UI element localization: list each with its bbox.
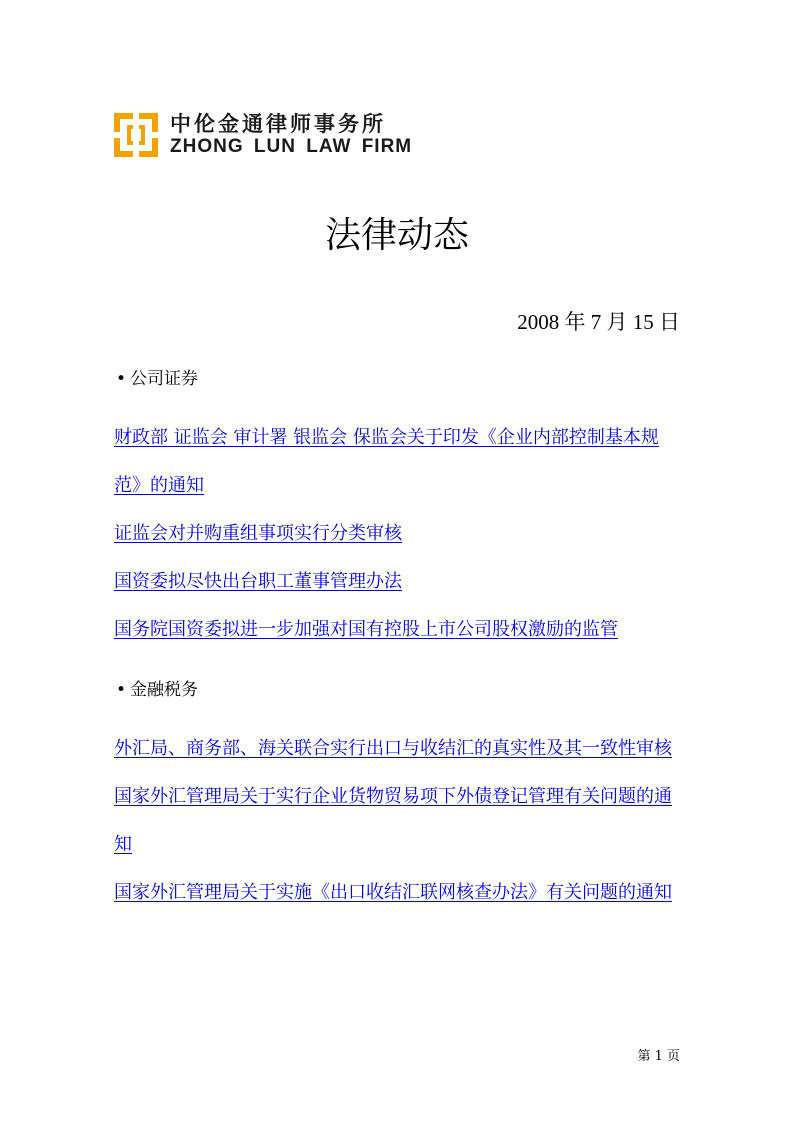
firm-name-chinese: 中伦金通律师事务所	[170, 112, 386, 136]
list-item	[114, 773, 684, 869]
news-link[interactable]: 国务院国资委拟进一步加强对国有控股上市公司股权激励的监管	[114, 619, 618, 640]
section-heading-label: 公司证券	[130, 369, 199, 389]
news-link[interactable]: 外汇局、商务部、海关联合实行出口与收结汇的真实性及其一致性审核	[114, 738, 672, 759]
bullet-icon: •	[116, 680, 127, 700]
section-heading-label: 金融税务	[130, 680, 199, 700]
page-number: 第 1 页	[637, 1049, 680, 1064]
securities-news-list	[114, 414, 684, 654]
list-item	[114, 725, 684, 773]
news-link[interactable]: 国资委拟尽快出台职工董事管理办法	[114, 571, 402, 592]
news-link[interactable]: 国家外汇管理局关于实施《出口收结汇联网核查办法》有关问题的通知	[114, 882, 672, 903]
list-item	[114, 869, 684, 917]
document-title: 法律动态	[324, 215, 469, 256]
news-link[interactable]: 国家外汇管理局关于实行企业货物贸易项下外债登记管理有关问题的通知	[114, 786, 672, 855]
list-item	[114, 510, 684, 558]
firm-name-english: ZHONG LUN LAW FIRM	[170, 136, 413, 157]
firm-logo	[114, 112, 412, 158]
section-heading-securities	[116, 367, 198, 391]
list-item	[114, 558, 684, 606]
document-date: 2008 年 7 月 15 日	[517, 310, 680, 334]
bullet-icon: •	[116, 369, 127, 389]
section-heading-finance-tax	[116, 678, 198, 702]
firm-logo-mark-icon	[114, 113, 158, 157]
list-item	[114, 414, 684, 510]
news-link[interactable]: 财政部 证监会 审计署 银监会 保监会关于印发《企业内部控制基本规范》的通知	[114, 427, 659, 496]
list-item	[114, 606, 684, 654]
finance-tax-news-list	[114, 725, 684, 917]
news-link[interactable]: 证监会对并购重组事项实行分类审核	[114, 523, 402, 544]
